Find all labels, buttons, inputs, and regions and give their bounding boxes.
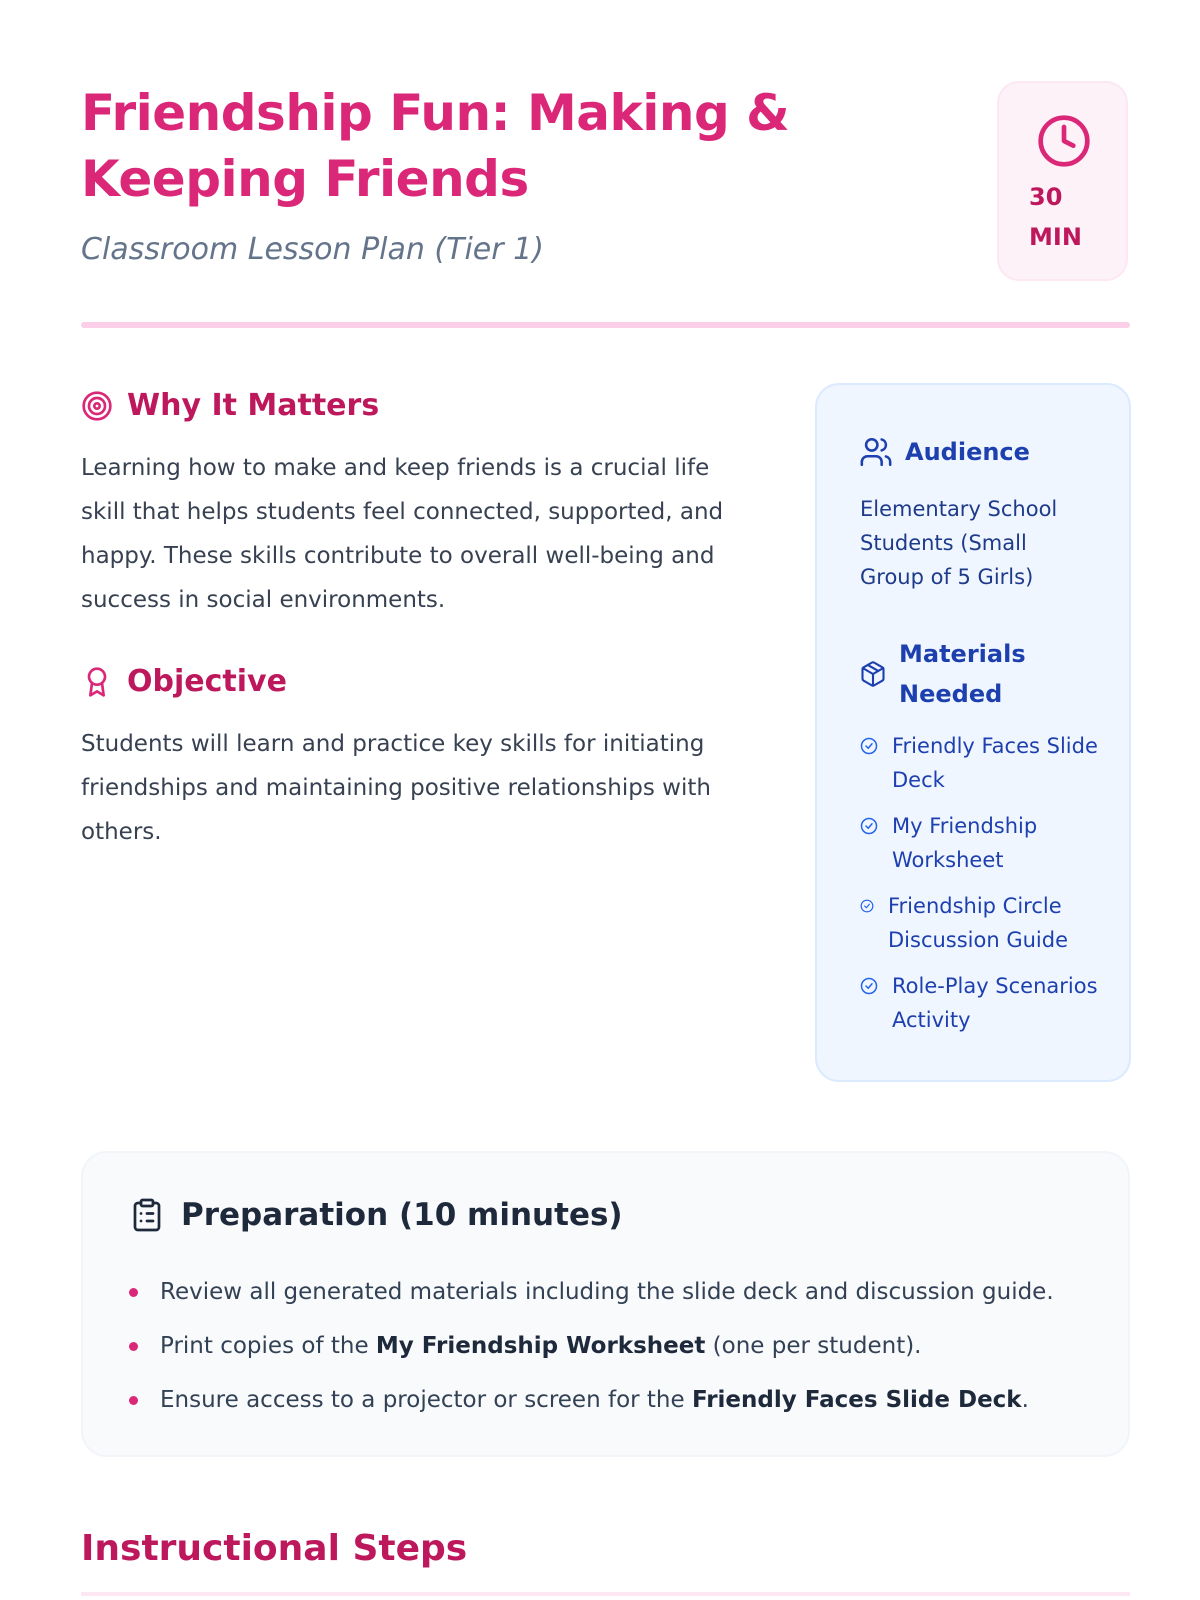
objective-heading [81, 664, 287, 699]
objective-text: Students will learn and practice key skills for initiating friendships and maintaining positive relationships with others. [81, 731, 711, 845]
prep-text-part: Print copies of the [160, 1333, 376, 1359]
list-item [129, 1373, 1054, 1427]
materials-heading [859, 634, 1026, 714]
materials-heading-line2: Needed [899, 680, 1003, 708]
header-divider [81, 322, 1130, 328]
material-item [860, 969, 1120, 1037]
target-icon [81, 390, 113, 422]
duration-unit: MIN [1029, 223, 1082, 251]
clock-icon [1036, 113, 1092, 169]
prep-text-part: (one per student). [705, 1333, 922, 1359]
audience-text: Elementary School Students (Small Group of 5 Girls) [860, 497, 1058, 589]
instructional-divider [81, 1592, 1130, 1596]
check-circle-icon [860, 899, 874, 913]
material-item [860, 729, 1120, 797]
preparation-heading [129, 1195, 623, 1235]
check-circle-icon [860, 817, 878, 835]
bullet-icon [129, 1342, 138, 1351]
lesson-header [81, 80, 1131, 267]
why-heading [81, 388, 379, 423]
page-subtitle: Classroom Lesson Plan (Tier 1) [81, 232, 544, 267]
page-title: Friendship Fun: Making & Keeping Friends [81, 84, 790, 208]
material-item [860, 809, 1120, 877]
material-label: My Friendship Worksheet [892, 814, 1038, 872]
check-circle-icon [860, 737, 878, 755]
materials-heading-line1: Materials [899, 640, 1026, 668]
bullet-icon [129, 1396, 138, 1405]
info-sidebar [815, 383, 1131, 1082]
why-text: Learning how to make and keep friends is a crucial life skill that helps students feel connected, supported, and happy. These skills contribute to overall well-being and success in social environments. [81, 455, 724, 613]
audience-heading-text: Audience [905, 438, 1030, 466]
preparation-card [81, 1151, 1130, 1457]
list-item [129, 1265, 1054, 1319]
prep-item-text [160, 1319, 922, 1373]
check-circle-icon [860, 977, 878, 995]
bullet-icon [129, 1288, 138, 1297]
clipboard-list-icon [129, 1195, 165, 1235]
duration-text [1029, 177, 1119, 257]
prep-item-text [160, 1373, 1029, 1427]
material-label: Friendly Faces Slide Deck [892, 734, 1098, 792]
audience-heading [859, 432, 1030, 472]
prep-item-text: Review all generated materials including the slide deck and discussion guide. [160, 1279, 1054, 1305]
why-heading-text: Why It Matters [127, 388, 380, 423]
users-icon [859, 435, 893, 469]
prep-text-bold: My Friendship Worksheet [375, 1333, 706, 1359]
objective-heading-text: Objective [127, 664, 287, 699]
prep-text-part: Ensure access to a projector or screen for the [160, 1387, 692, 1413]
prep-text-part: . [1021, 1387, 1029, 1413]
materials-heading-text [899, 634, 1026, 714]
prep-text-bold: Friendly Faces Slide Deck [691, 1387, 1022, 1413]
material-label: Role-Play Scenarios Activity [892, 974, 1098, 1032]
duration-value: 30 [1029, 183, 1063, 211]
award-icon [81, 666, 113, 698]
material-item [860, 889, 1120, 957]
list-item [129, 1319, 1054, 1373]
material-label: Friendship Circle Discussion Guide [888, 894, 1069, 952]
package-icon [859, 660, 887, 688]
preparation-list [129, 1265, 1054, 1427]
preparation-heading-text: Preparation (10 minutes) [181, 1197, 623, 1233]
duration-badge [997, 81, 1128, 281]
instructional-steps-heading: Instructional Steps [81, 1528, 468, 1569]
